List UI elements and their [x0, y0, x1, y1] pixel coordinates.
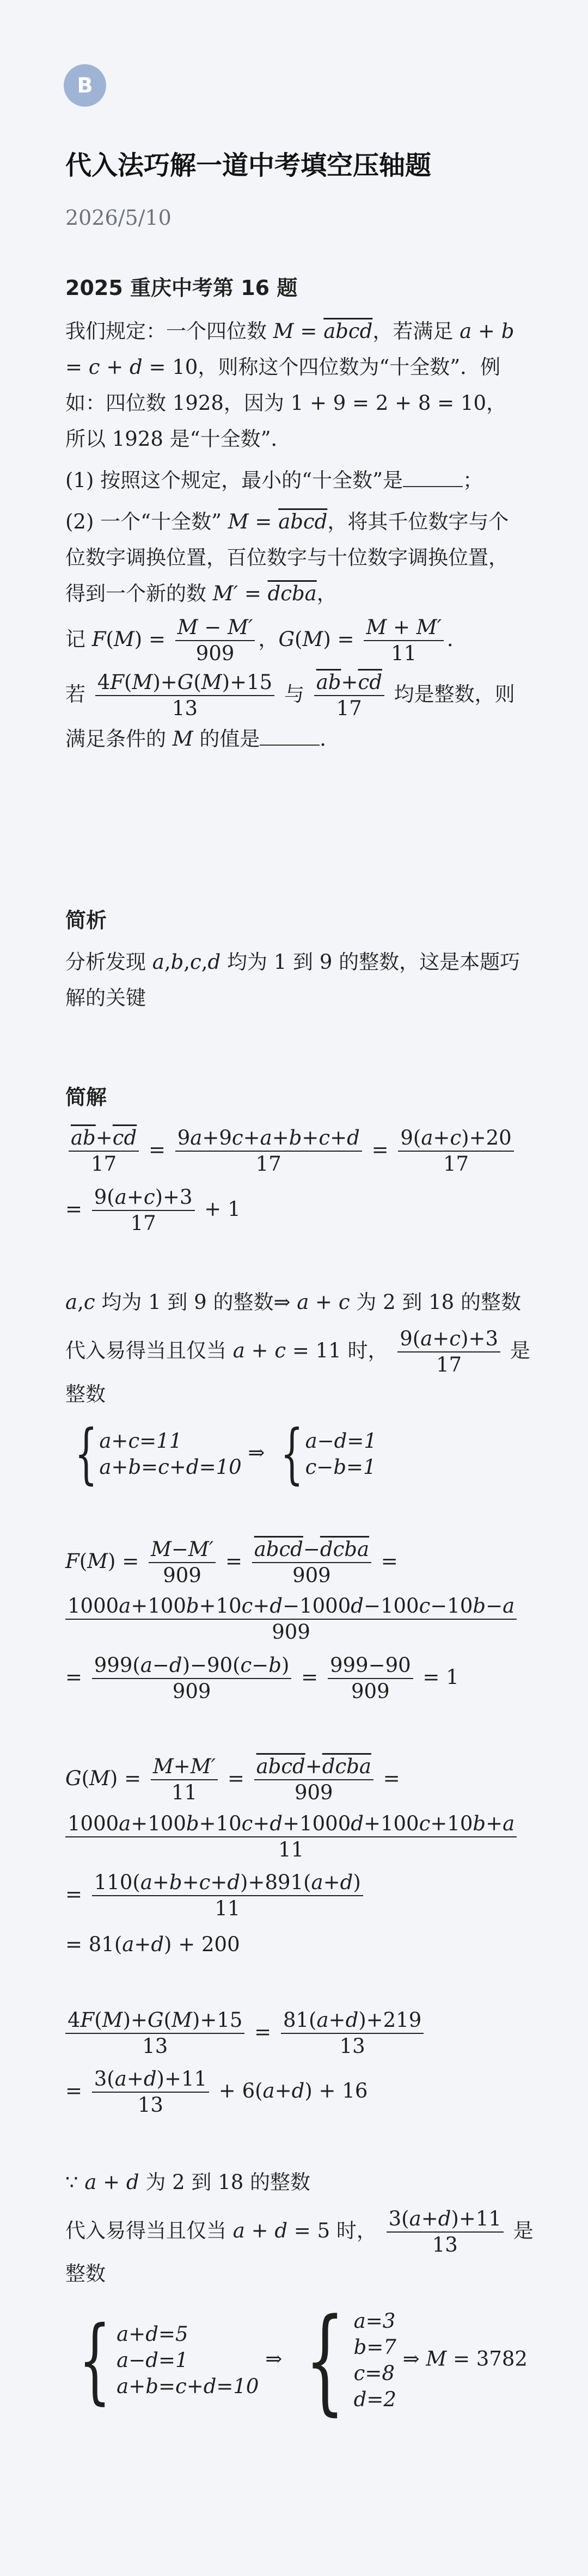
eq-g-2: $\frac{1000a+100b+10c+d+1000d+100c+10b+a}{11}$ [65, 1811, 534, 1863]
answer-blank-1 [403, 468, 463, 487]
fraction-g: $\frac{M + M'}{11}$ [364, 615, 444, 667]
question-2: (2) 一个“十全数” M = abcd，将其千位数字与个位数字调换位置，百位数字与十位数字调换位置，得到一个新的数 M′ = dcba， [65, 510, 509, 605]
question-1: (1) 按照这个规定，最小的“十全数”是 ； [65, 469, 483, 492]
fraction-cond-1: $\frac{4F(M)+G(M)+15}{13}$ [95, 670, 274, 722]
eq-g-3: = $\frac{110(a+b+c+d)+891(a+d)}{11}$ [65, 1870, 534, 1922]
solution-heading: 简解 [65, 1085, 107, 1109]
eq-f-3: = $\frac{999(a-d)-90(c-b)}{909}$ = $\frac{999-90}{909}$ = 1 [65, 1653, 459, 1703]
eq-combined-2: = $\frac{3(a+d)+11}{13}$ + 6(a+d) + 16 [65, 2067, 368, 2117]
eq-g-4: = 81(a+d) + 200 [65, 1932, 240, 1956]
step-ac-substitute: 代入易得当且仅当 a + c = 11 时， $\frac{9(a+c)+3}{17}$ 是整数 [65, 1327, 530, 1406]
problem-condition: 若 $\frac{4F(M)+G(M)+15}{13}$ 与 $\frac{\overline{ab}+\overline{cd}}{17}$ 均是整数，则满足条件的 M 的值是 ． [65, 670, 515, 751]
problem-block [65, 270, 526, 757]
step-ad-substitute: 代入易得当且仅当 a + d = 5 时， $\frac{3(a+d)+11}{13}$ 是整数 [65, 2206, 534, 2286]
eq-combined-1: $\frac{4F(M)+G(M)+15}{13}$ = $\frac{81(a+d)+219}{13}$ [65, 2008, 534, 2059]
fraction-f: $\frac{M - M'}{909}$ [175, 615, 255, 667]
system-1: { a+c=11 a+b=c+d=10 ⇒ { a−d=1 c−b=1 [75, 1416, 377, 1492]
article-title: 代入法巧解一道中考填空压轴题 [65, 150, 432, 181]
analysis-text: 分析发现 a,b,c,d 均为 1 到 9 的整数，这是本题巧解的关键 [65, 950, 520, 1010]
system-2: { a+d=5 a−d=1 a+b=c+d=10 ⇒ { a=3 b=7 c=8 d=2 ⇒ M = 3782 [78, 2294, 528, 2427]
author-avatar[interactable] [64, 64, 106, 107]
answer-blank-2 [260, 726, 320, 746]
solution-block [65, 1080, 534, 2427]
step-ac-range: a,c 均为 1 到 9 的整数⇒ a + c 为 2 到 18 的整数 [65, 1290, 521, 1314]
problem-heading: 2025 重庆中考第 16 题 [65, 276, 298, 300]
eq-g-1: G(M) = $\frac{M+M'}{11}$ = $\frac{\text{abcd+dcba}}{909}$ = [65, 1755, 400, 1805]
problem-definition: 我们规定：一个四位数 M = abcd，若满足 a + b = c + d = 10，则称这个四位数为“十全数”．例如：四位数 1928，因为 1 + 9 = 2 + 8 = 10，所以 1928 是“十全数”． [65, 319, 514, 451]
publish-date: 2026/5/10 [65, 206, 171, 230]
eq-1: $\frac{\overline{ab}+\overline{cd}}{17}$ = $\frac{9a+9c+a+b+c+d}{17}$ = $\frac{9(a+c)+20}{17}$ [65, 1126, 534, 1177]
function-definition: 记 F(M) = $\frac{M - M'}{909}$ ，G(M) = $\frac{M + M'}{11}$ ． [65, 615, 526, 667]
avatar-letter: B [77, 73, 93, 97]
fraction-cond-2: $\frac{\overline{ab}+\overline{cd}}{17}$ [314, 670, 384, 722]
analysis-block [65, 903, 534, 1016]
eq-2: = $\frac{9(a+c)+3}{17}$ + 1 [65, 1185, 241, 1235]
analysis-heading: 简析 [65, 908, 107, 932]
eq-f-1: F(M) = $\frac{M-M'}{909}$ = $\frac{\text{abcd−dcba}}{909}$ = [65, 1537, 398, 1587]
step-ad-range: ∵ a + d 为 2 到 18 的整数 [65, 2170, 311, 2194]
eq-f-2: $\frac{1000a+100b+10c+d-1000d-100c-10b-a}{909}$ [65, 1594, 534, 1645]
